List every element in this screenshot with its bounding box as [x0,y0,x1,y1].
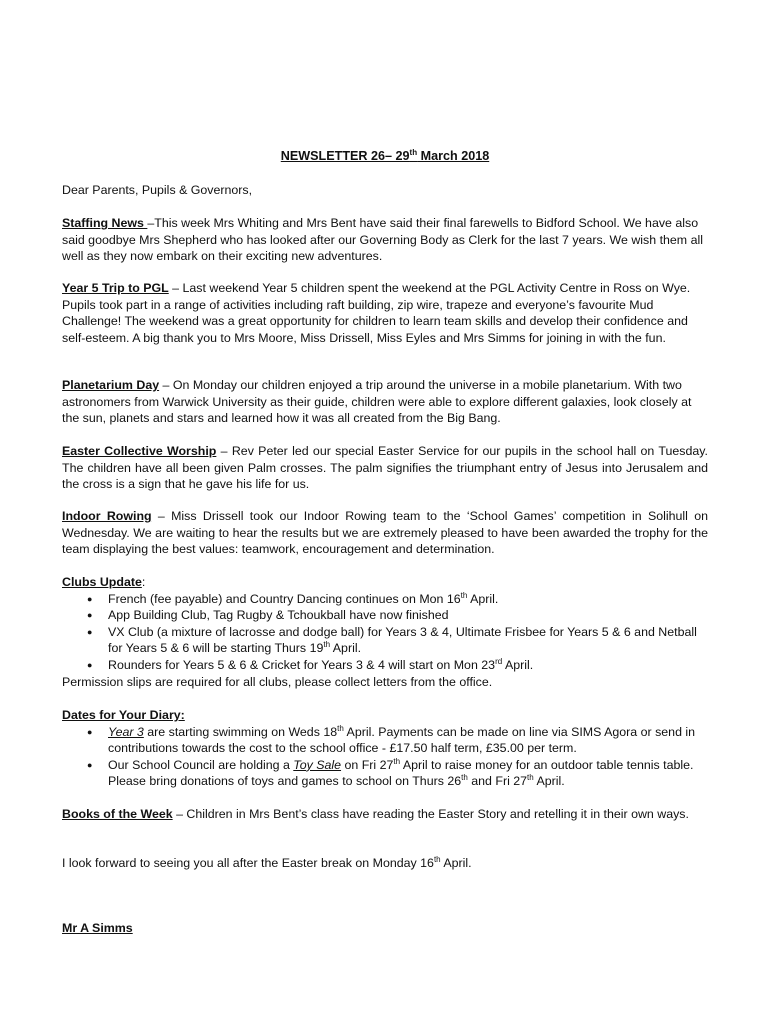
diary-heading: Dates for Your Diary: [62,708,185,722]
year3-link: Year 3 [108,724,144,739]
list-item-superscript: th [527,773,534,783]
list-item [62,657,708,674]
title-superscript: th [409,147,418,157]
toy-sale-link: Toy Sale [293,757,342,772]
books-body: – Children in Mrs Bent’s class have reading the Easter Story and retelling it in their own ways. [172,807,689,821]
list-item [62,757,708,790]
list-item [62,607,708,624]
list-item-text: April. [502,657,534,672]
staffing-body: –This week Mrs Whiting and Mrs Bent have said their final farewells to Bidford School. We have also said goodbye Mrs Shepherd who has looked after our Governing Body as Clerk for the last 7 years. We wish them all well as they now embark on their exciting new adventures. [62,216,703,264]
list-item-text: are starting swimming on Weds 18 [143,724,338,739]
list-item-text: April. [533,774,565,789]
rowing-body: – Miss Drissell took our Indoor Rowing team to the ‘School Games’ competition in Solihull on Wednesday. We are waiting to hear the results but we are extremely pleased to have been awarded the trophy for the team displaying the best values: teamwork, encouragement and determination. [62,509,709,557]
list-item [62,624,708,657]
list-item-superscript: rd [495,656,503,666]
year5-body: – Last weekend Year 5 children spent the weekend at the PGL Activity Centre in Ross on Wye. Pupils took part in a range of activities including raft building, zip wire, trapeze and everyone’s favourite Mud Challenge! The weekend was a great opportunity for children to learn team skills and develop their confidence and self-esteem. A big thank you to Mrs Moore, Miss Drissell, Miss Eyles and Mrs Simms for joining in with the fun. [62,281,691,345]
clubs-colon: : [141,575,146,589]
staffing-paragraph [62,215,708,265]
list-item [62,591,708,608]
clubs-heading: Clubs Update [62,575,142,589]
list-item [62,724,708,757]
closing-line [62,855,708,872]
list-item-text: April to raise money for an outdoor table tennis table. Please bring donations of toys and games to school on Thurs 26 [108,757,694,789]
planetarium-paragraph [62,377,708,427]
list-item-text: Our School Council are holding a [108,757,294,772]
signature: Mr A Simms [62,921,133,935]
staffing-heading: Staffing News [62,216,148,230]
list-item-text: and Fri 27 [467,774,528,789]
list-item-text: French (fee payable) and Country Dancing continues on Mon 16 [108,591,461,606]
newsletter-title [0,148,770,165]
clubs-heading-line [62,574,708,591]
diary-list [62,724,708,790]
rowing-paragraph [62,508,708,558]
list-item-superscript: th [461,773,468,783]
easter-heading: Easter Collective Worship [62,444,217,458]
planetarium-heading: Planetarium Day [62,378,160,392]
list-item-superscript: th [460,590,468,600]
closing-superscript: th [433,854,441,864]
books-paragraph [62,806,708,823]
clubs-section [62,574,708,690]
planetarium-body: – On Monday our children enjoyed a trip around the universe in a mobile planetarium. With two astronomers from Warwick University as their guide, children were able to explore different galaxies, look closely at the sun, planets and stars and learned how it was all created from the Big Bang. [62,378,692,426]
list-item-text: on Fri 27 [341,757,394,772]
greeting: Dear Parents, Pupils & Governors, [62,183,253,197]
year5-paragraph [62,280,708,346]
closing-text: April. [440,856,472,870]
list-item-text: App Building Club, Tag Rugby & Tchoukball have now finished [108,608,449,623]
list-item-superscript: th [393,756,401,766]
rowing-heading: Indoor Rowing [62,509,152,523]
list-item-text: April. [330,641,362,656]
year5-heading: Year 5 Trip to PGL [62,281,169,295]
diary-section [62,707,708,790]
list-item-text: April. Payments can be made on line via SIMS Agora or send in contributions towards the cost to the school office - £17.50 half term, £35.00 per term. [108,724,696,756]
list-item-superscript: th [323,640,331,650]
clubs-list [62,591,708,674]
books-heading: Books of the Week [62,807,173,821]
list-item-superscript: th [337,723,344,733]
title-text: NEWSLETTER 26– 29 [280,149,410,163]
closing-text: I look forward to seeing you all after the Easter break on Monday 16 [62,856,434,870]
list-item-text: Rounders for Years 5 & 6 & Cricket for Years 3 & 4 will start on Mon 23 [108,657,496,672]
list-item-text: April. [467,591,499,606]
easter-paragraph [62,443,708,493]
list-item-text: VX Club (a mixture of lacrosse and dodge ball) for Years 3 & 4, Ultimate Frisbee for Years 5 & 6 and Netball for Years 5 & 6 will be starting Thurs 19 [108,624,697,656]
clubs-note: Permission slips are required for all clubs, please collect letters from the office. [62,674,493,689]
title-date: March 2018 [417,149,490,163]
easter-body: – Rev Peter led our special Easter Service for our pupils in the school hall on Tuesday. The children have all been given Palm crosses. The palm signifies the triumphant entry of Jesus into Jerusalem and the cross is a sign that he gave his life for us. [62,444,708,492]
